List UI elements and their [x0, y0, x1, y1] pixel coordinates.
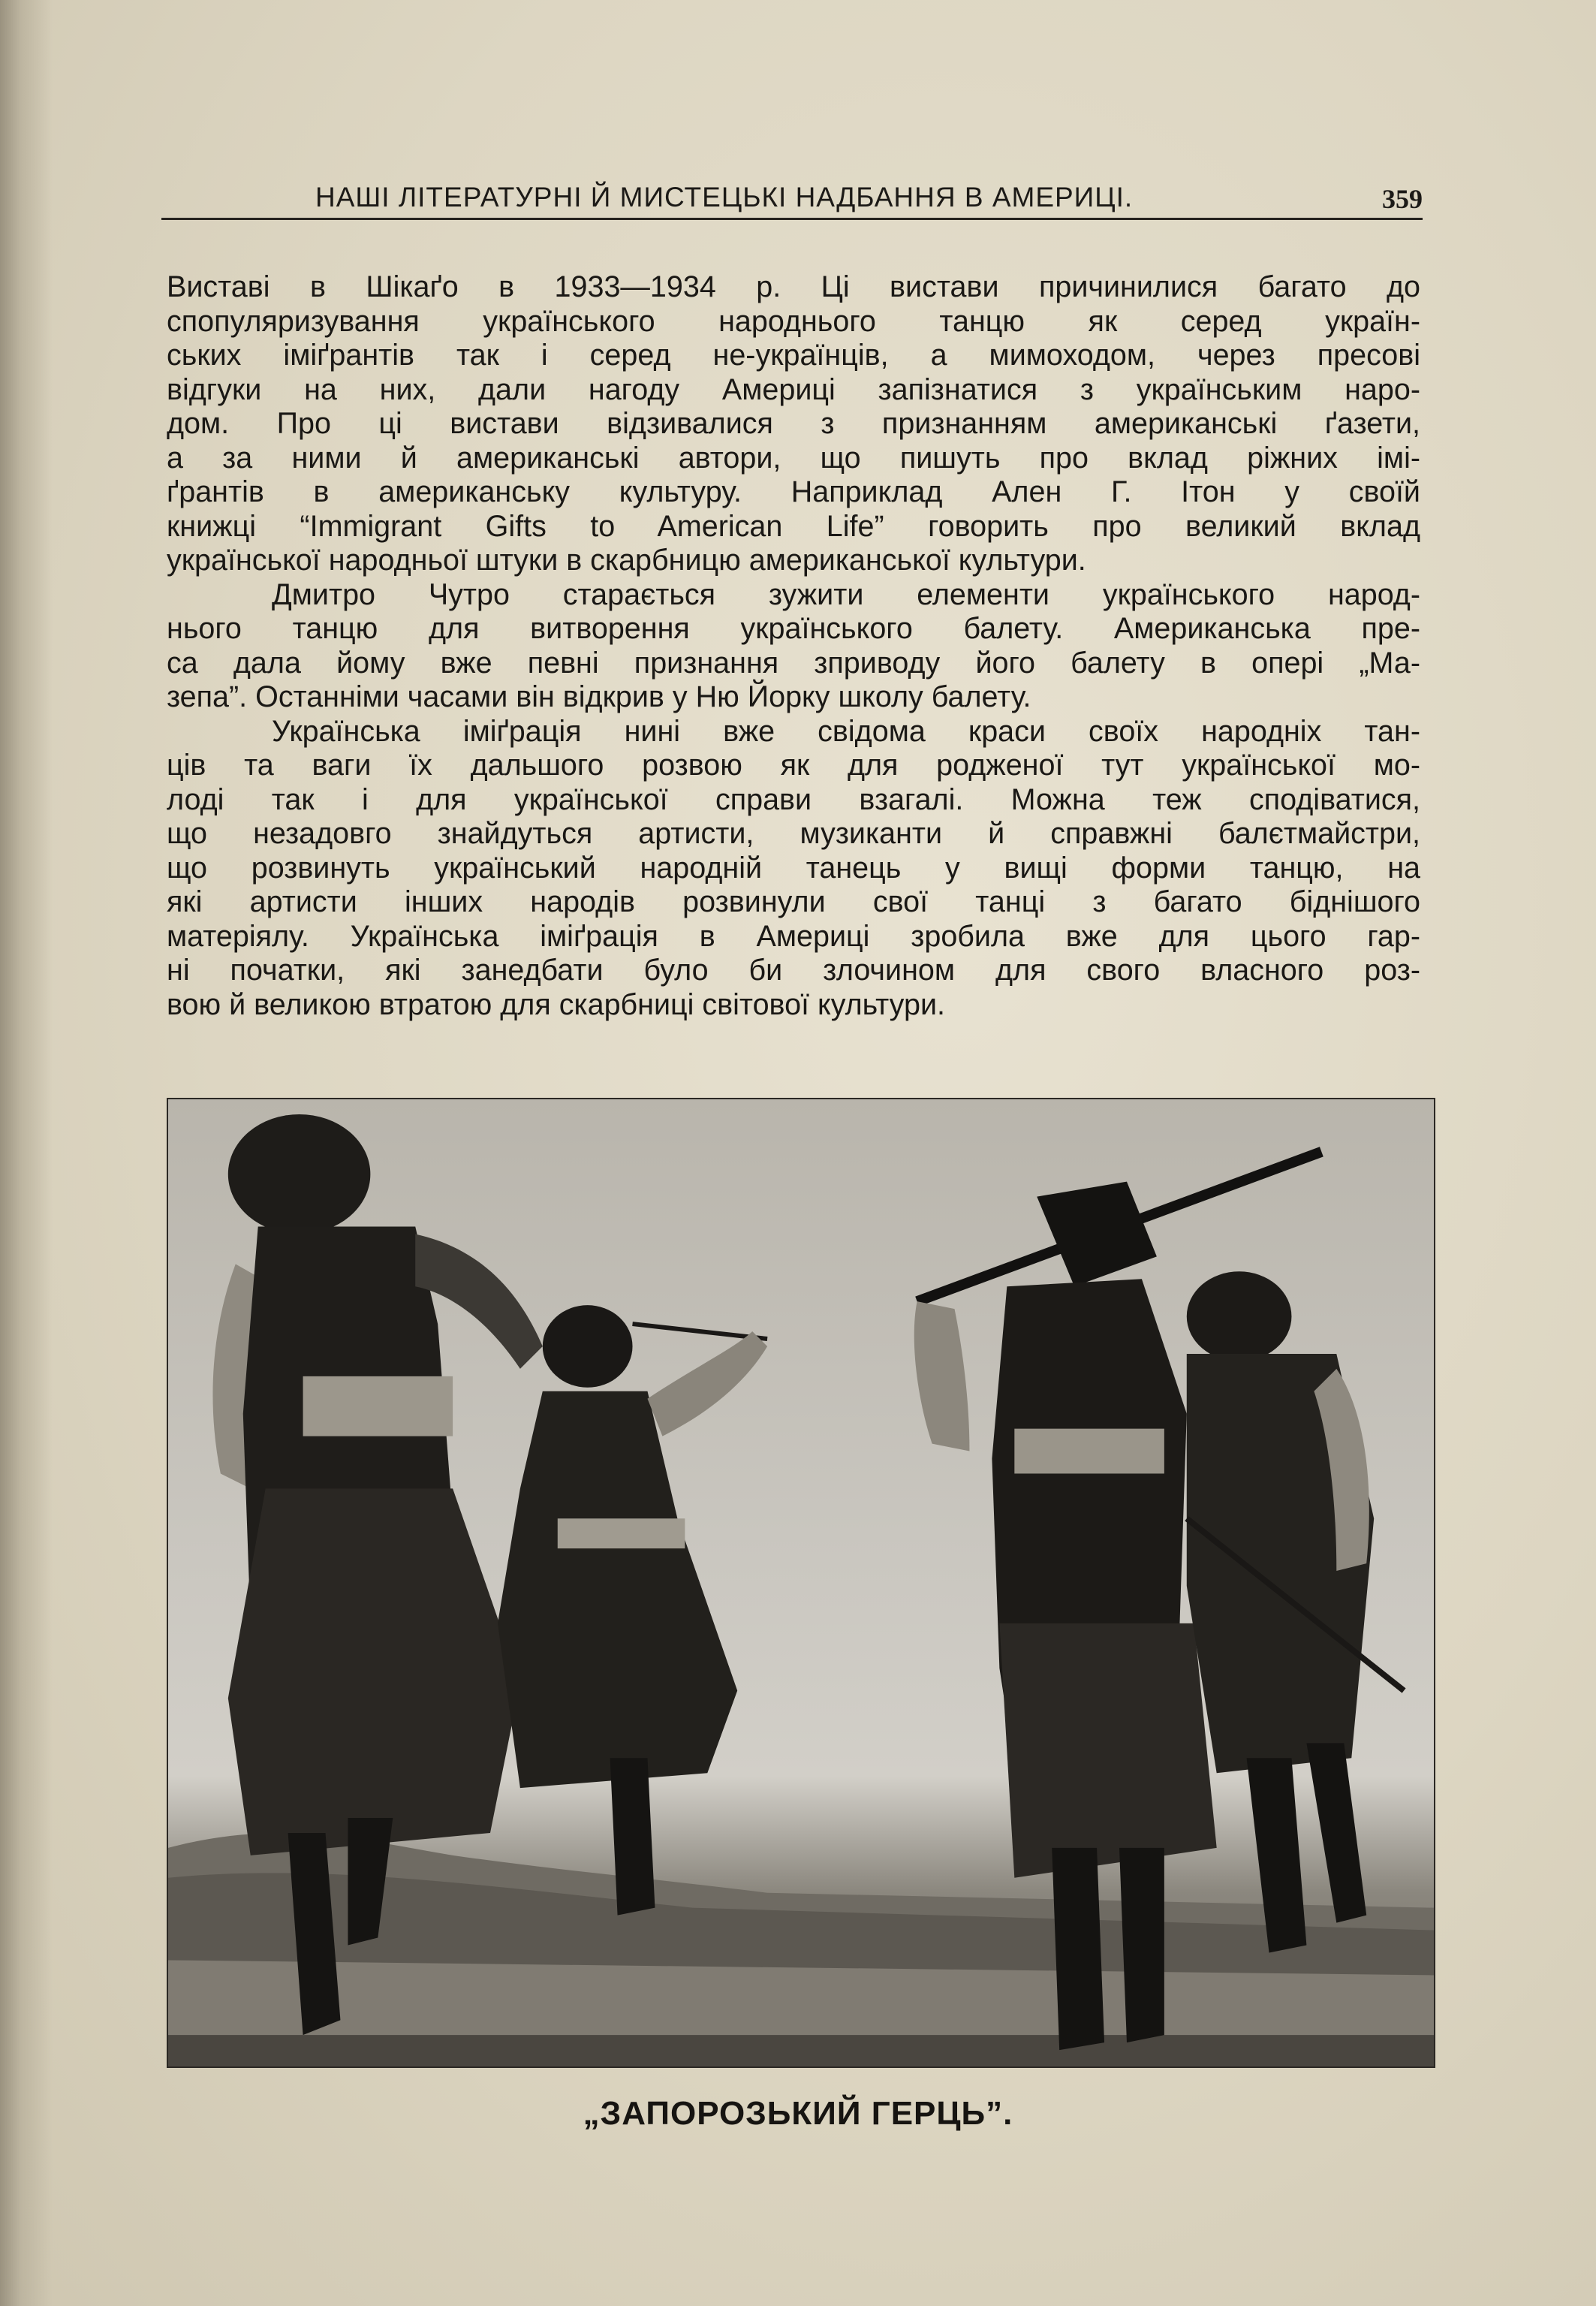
- text-line: ні початки, які занедбати було би злочином для свого власного роз-: [167, 954, 1420, 987]
- text-line: книжці “Immigrant Gifts to American Life” говорить про великий вклад: [167, 509, 1420, 543]
- header-rule: [161, 218, 1423, 220]
- text-line: вою й великою втратою для скарбниці світової культури.: [167, 987, 945, 1021]
- text-line: са дала йому вже певні признання зприводу його балету в опері „Ма-: [167, 646, 1420, 680]
- text-line: ців та ваги їх дальшого розвою як для родженої тут української мо-: [167, 749, 1420, 782]
- text-line: спопуляризування українського народнього танцю як серед україн-: [167, 304, 1420, 338]
- text-line: що незадовго знайдуться артисти, музиканти й справжні балєтмайстри,: [167, 817, 1420, 850]
- text-line: відгуки на них, дали нагоду Америці запізнатися з українським наро-: [167, 372, 1420, 406]
- text-line: української народньої штуки в скарбницю американської культури.: [167, 544, 1086, 577]
- running-header: [161, 177, 1423, 222]
- text-line: лоді так і для української справи взагалі. Можна теж сподіватися,: [167, 782, 1420, 816]
- text-line: нього танцю для витворення українського балету. Американська пре-: [167, 612, 1420, 645]
- text-line: а за ними й американські автори, що пишуть про вклад ріжних імі-: [167, 441, 1420, 475]
- text-line: Виставі в Шікаґо в 1933—1934 р. Ці вистави причинилися багато до: [167, 270, 1420, 303]
- text-line: дом. Про ці вистави відзивалися з признанням американські ґазети,: [167, 407, 1420, 440]
- text-line: зепа”. Останніми часами він відкрив у Ню Йорку школу балету.: [167, 680, 1031, 713]
- page-number: 359: [1382, 184, 1423, 214]
- text-line: Українська іміґрація нині вже свідома краси своїх народніх тан-: [272, 714, 1420, 748]
- text-line: ських іміґрантів так і серед не-українців, а мимоходом, через пресові: [167, 339, 1420, 372]
- figure-caption: „ЗАПОРОЗЬКИЙ ГЕРЦЬ”.: [583, 2095, 1013, 2132]
- text-line: які артисти інших народів розвинули свої танці з багато біднішого: [167, 885, 1420, 918]
- gutter-shadow: [0, 0, 53, 2306]
- text-line: що розвинуть український народній танець у вищі форми танцю, на: [167, 851, 1420, 885]
- running-title: НАШІ ЛІТЕРАТУРНІ Й МИСТЕЦЬКІ НАДБАННЯ В АМЕРИЦІ.: [315, 182, 1134, 213]
- text-line: ґрантів в американську культуру. Наприклад Ален Г. Ітон у своїй: [167, 475, 1420, 508]
- dance-photograph: [167, 1098, 1435, 2068]
- text-line: Дмитро Чутро старається зужити елементи українського народ-: [272, 577, 1420, 611]
- body-text: [167, 270, 1420, 1022]
- text-line: матеріялу. Українська іміґрація в Америці зробила вже для цього гар-: [167, 919, 1420, 953]
- cossack-dancers-illustration: [168, 1099, 1434, 2066]
